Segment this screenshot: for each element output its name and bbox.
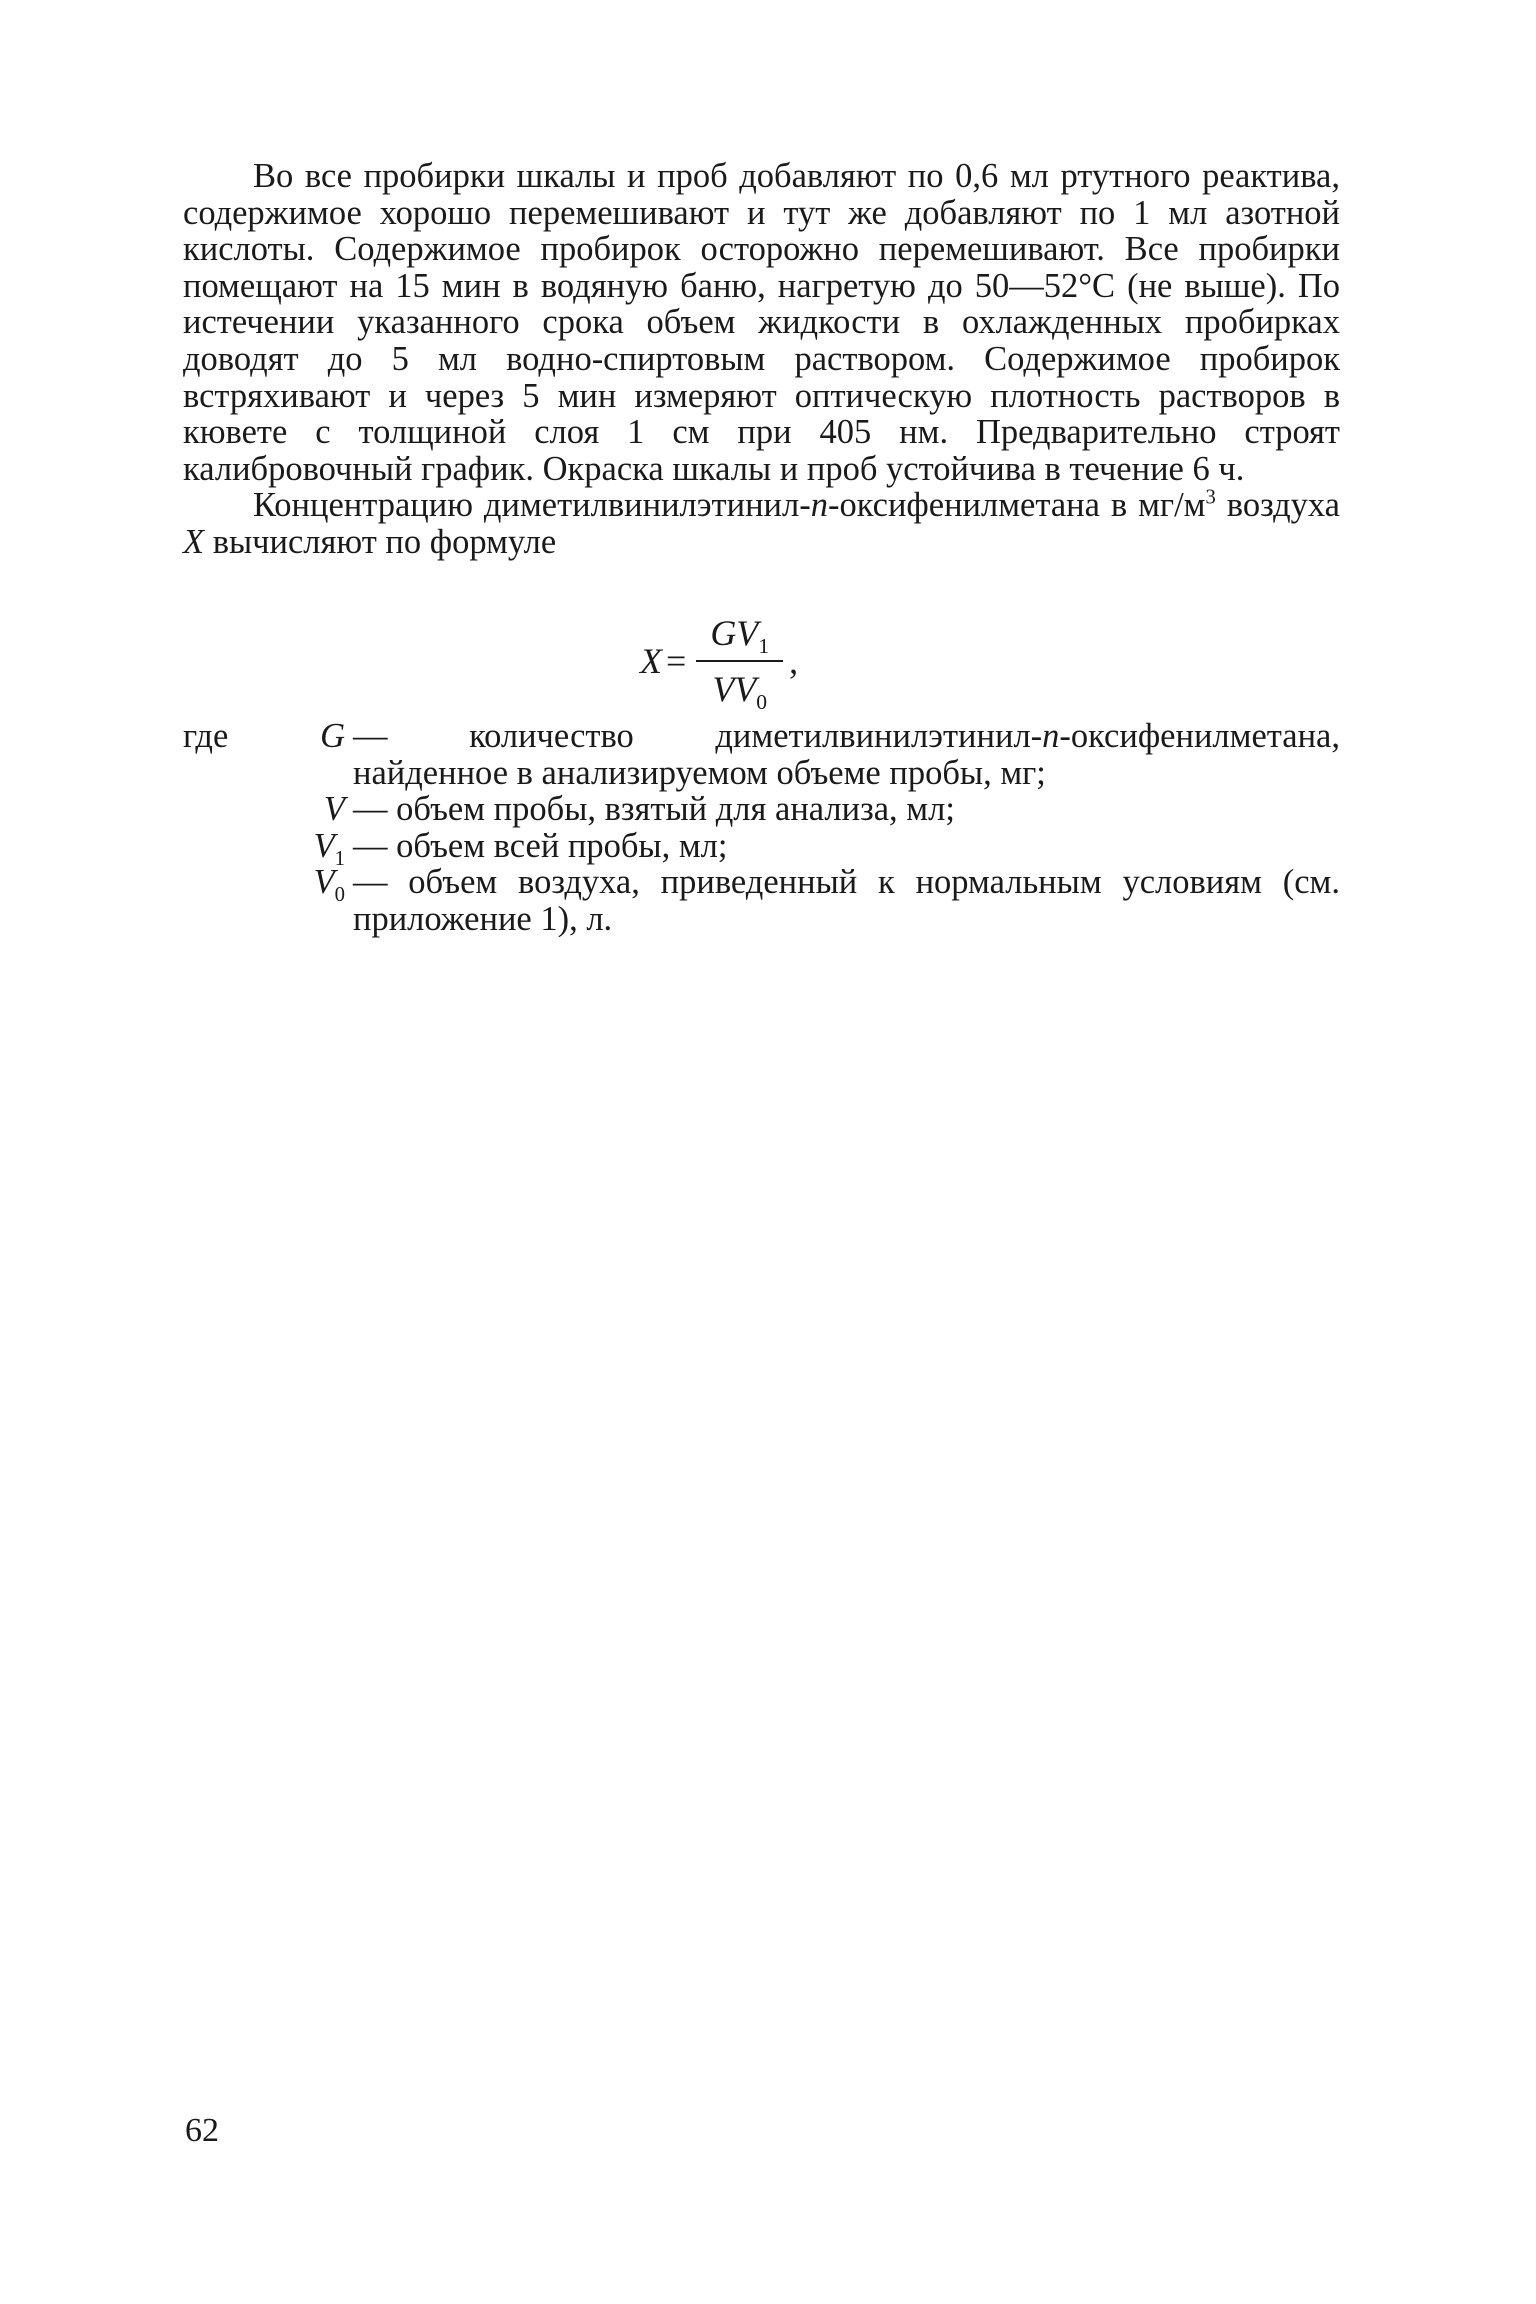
definition-symbol: $V_1$ xyxy=(313,826,345,870)
superscript-3: 3 xyxy=(1205,486,1216,509)
text-segment: Концентрацию диметилвинилэтинил- xyxy=(253,486,811,525)
definition-symbol: V xyxy=(323,790,345,829)
definition-text: — объем пробы, взятый для анализа, мл; xyxy=(353,790,955,829)
variable-x: X xyxy=(183,522,205,561)
page-number: 62 xyxy=(185,2112,219,2149)
formula-denominator: $VV_0$ xyxy=(712,669,768,715)
formula xyxy=(640,612,799,715)
definitions-list xyxy=(183,718,1340,938)
definition-symbol: $V_0$ xyxy=(313,863,345,907)
definition-text: — объем воздуха, приведенный к нормальным условиям (см. приложение 1), л. xyxy=(353,863,1340,938)
formula-lhs: X xyxy=(640,641,662,681)
formula-comma: , xyxy=(789,641,799,681)
definition-symbol: G xyxy=(320,717,345,755)
formula-numerator: $GV_1$ xyxy=(696,612,783,662)
definition-text: — объем всей пробы, мл; xyxy=(353,826,728,865)
text-segment: вычисляют по формуле xyxy=(204,522,557,561)
paragraph-concentration xyxy=(183,487,1340,560)
definition-v1 xyxy=(183,826,1340,870)
definition-v xyxy=(183,791,1340,828)
definition-text: — количество диметилвинилэтинил-п-оксифенилметана, найденное в анализируемом объеме пробы, мг; xyxy=(353,717,1340,792)
formula-equals: = xyxy=(666,641,687,681)
where-label: где xyxy=(183,717,229,755)
body-text xyxy=(183,158,1340,561)
definition-v0 xyxy=(183,864,1340,937)
text-segment: -оксифенилметана в мг/м xyxy=(827,486,1206,525)
formula-fraction xyxy=(696,612,783,715)
italic-p: п xyxy=(810,486,828,525)
text-segment: воздуха xyxy=(1215,486,1340,525)
paragraph-procedure: Во все пробирки шкалы и проб добавляют по 0,6 мл ртутного реактива, содержимое хорошо перемешивают и тут же добавляют по 1 мл азотной кислоты. Содержимое пробирок осторожно перемешивают. Все пробирки помещают на 15 мин в водяную баню, нагретую до 50—52°С (не выше). По истечении указанного срока объем жидкости в охлажденных пробирках доводят до 5 мл водно-спиртовым раствором. Содержимое пробирок встряхивают и через 5 мин измеряют оптическую плотность растворов в кювете с толщиной слоя 1 см при 405 нм. Предварительно строят калибровочный график. Окраска шкалы и проб устойчива в течение 6 ч. xyxy=(183,157,1340,488)
definition-g xyxy=(183,718,1340,791)
